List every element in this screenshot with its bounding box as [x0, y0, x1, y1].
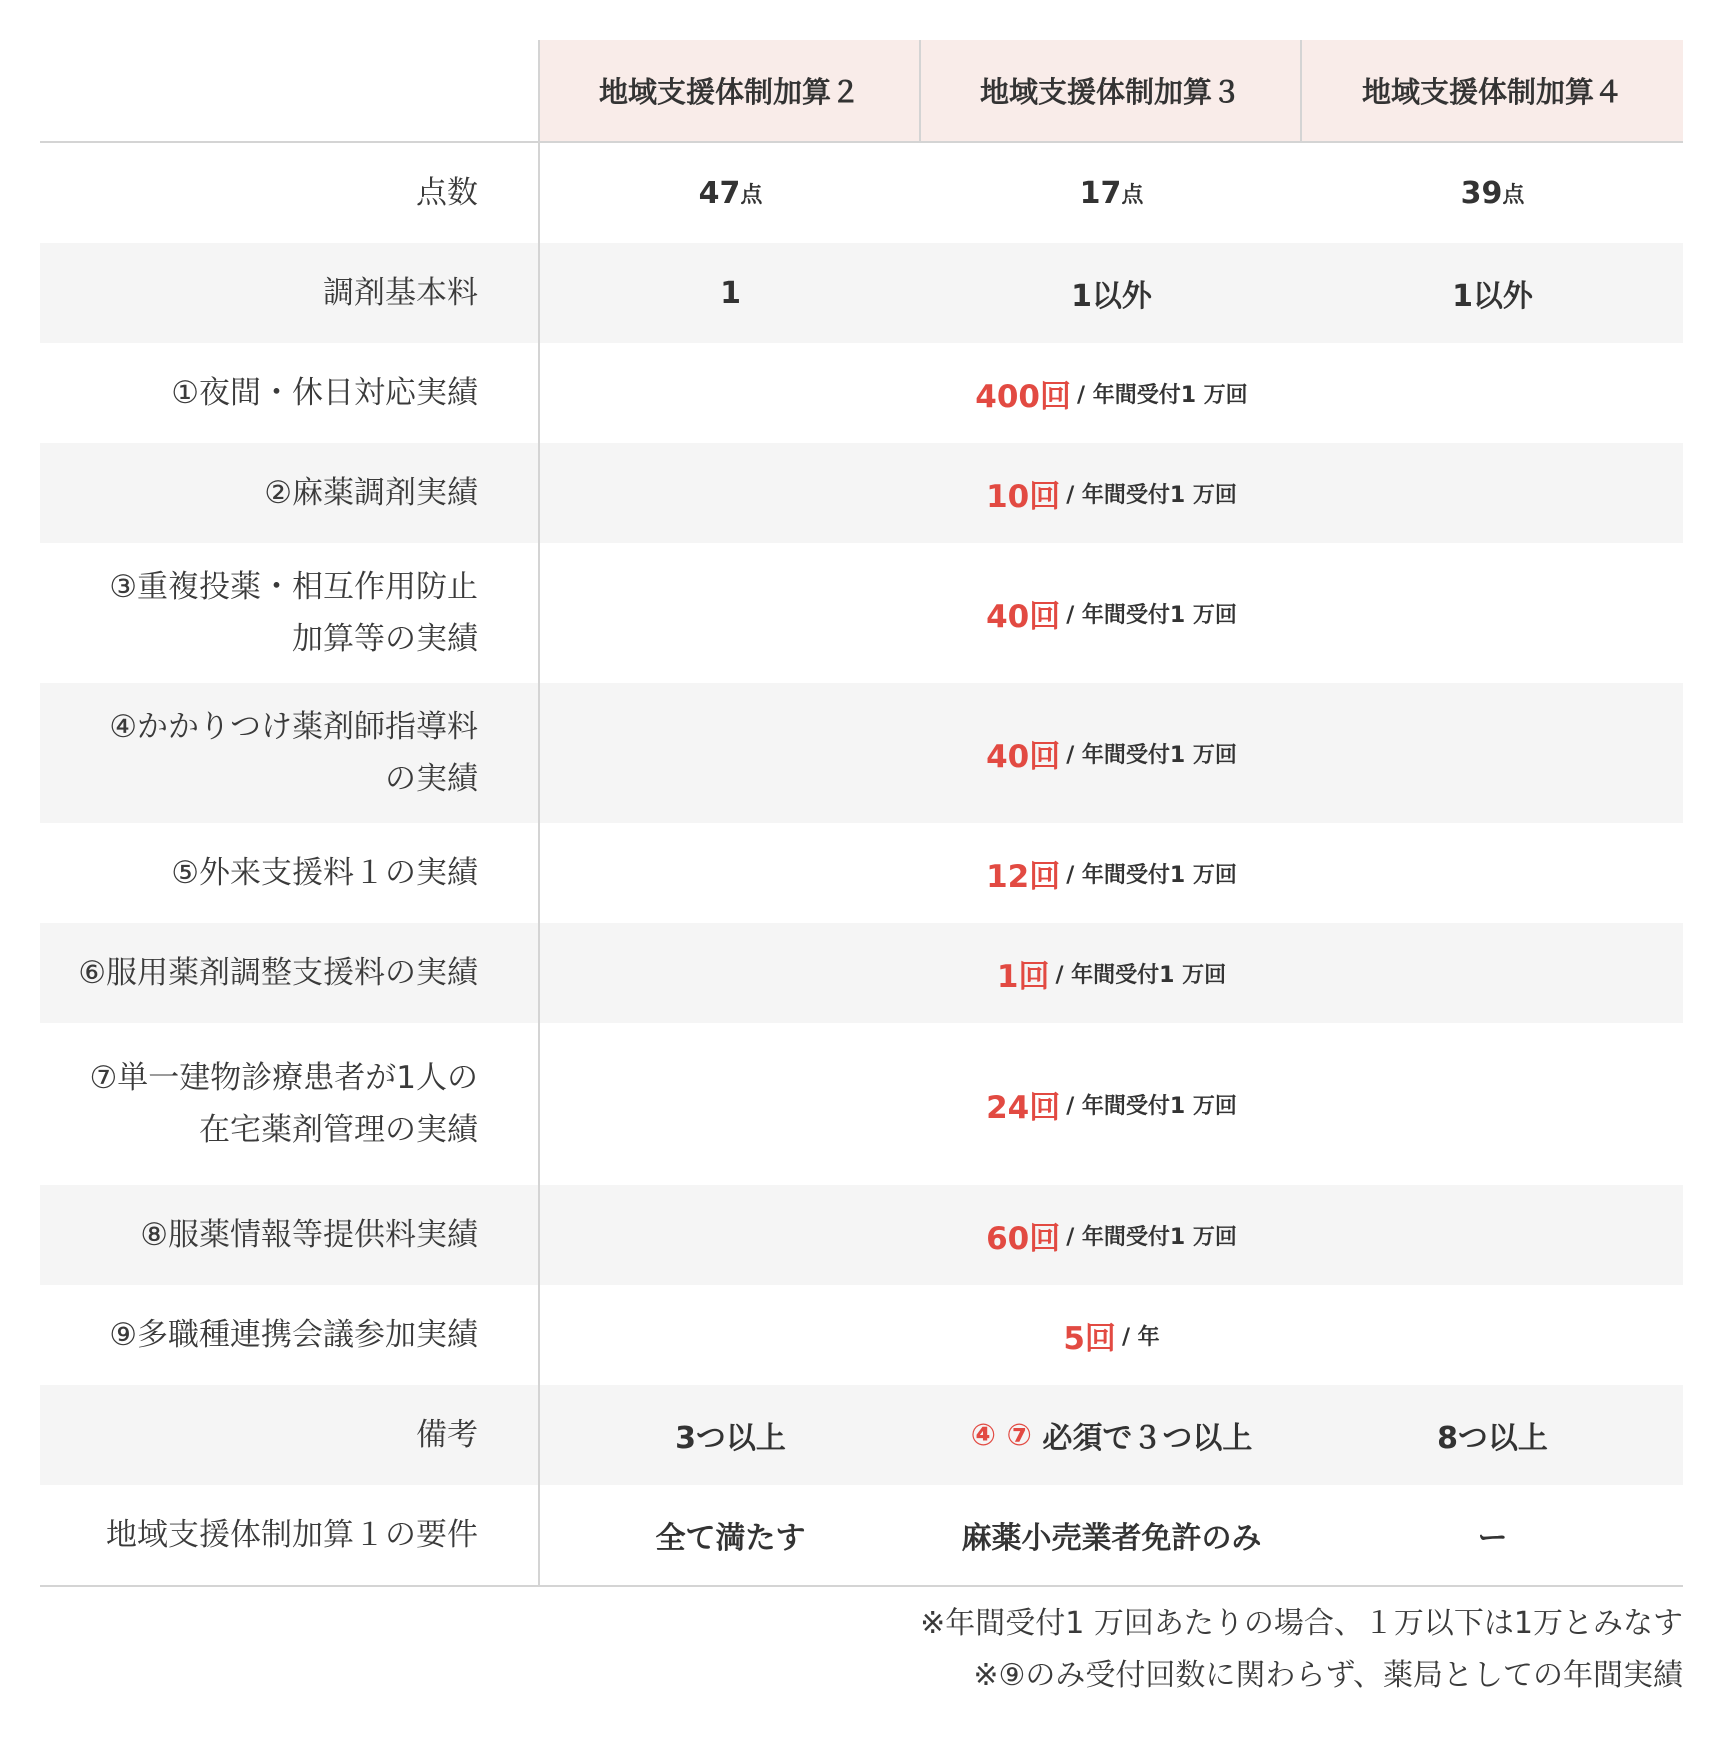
footnotes — [920, 1598, 1683, 1702]
table-row-5 — [40, 823, 1683, 923]
table-row-4 — [40, 683, 1683, 823]
requirement-value: 40回 / 年間受付1 万回 — [986, 738, 1237, 775]
points-col-2: 47 点 — [698, 175, 763, 211]
table-row-requirements — [40, 1485, 1683, 1587]
table-row-9 — [40, 1285, 1683, 1385]
table-header — [40, 40, 1683, 143]
req-col-2: 全て満たす — [655, 1521, 806, 1556]
row-label: 調剤基本料 — [40, 243, 540, 343]
table-row-base-fee — [40, 243, 1683, 343]
points-col-3: 17 点 — [1079, 175, 1144, 211]
table-row-3 — [40, 543, 1683, 683]
table-row-8 — [40, 1185, 1683, 1285]
row-label: ①夜間・休日対応実績 — [40, 343, 540, 443]
header-empty-cell — [40, 40, 540, 141]
requirement-value: 24回 / 年間受付1 万回 — [986, 1089, 1237, 1126]
requirement-value: 60回 / 年間受付1 万回 — [986, 1220, 1237, 1257]
base-fee-col-3: 1以外 — [1071, 279, 1152, 314]
header-col-3: 地域支援体制加算３ — [921, 40, 1302, 141]
remarks-col-2: 3つ以上 — [675, 1421, 786, 1456]
footnote: ※⑨のみ受付回数に関わらず、薬局としての年間実績 — [973, 1658, 1683, 1693]
req-col-4: ー — [1477, 1521, 1508, 1556]
remarks-col-3: ④ ⑦ 必須で３つ以上 — [970, 1417, 1253, 1456]
points-col-4: 39 点 — [1460, 175, 1525, 211]
requirement-value: 1回 / 年間受付1 万回 — [996, 958, 1227, 995]
requirement-value: 5回 / 年 — [1063, 1320, 1160, 1357]
base-fee-col-4: 1以外 — [1452, 279, 1533, 314]
row-label: ③重複投薬・相互作用防止 加算等の実績 — [40, 543, 540, 683]
row-label: ⑤外来支援料１の実績 — [40, 823, 540, 923]
remarks-col-4: 8つ以上 — [1437, 1421, 1548, 1456]
row-label: ④かかりつけ薬剤師指導料 の実績 — [40, 683, 540, 823]
row-label: ⑦単一建物診療患者が1人の 在宅薬剤管理の実績 — [40, 1023, 540, 1185]
requirement-value: 10回 / 年間受付1 万回 — [986, 478, 1237, 515]
req-col-3: 麻薬小売業者免許のみ — [961, 1521, 1262, 1556]
requirement-value: 12回 / 年間受付1 万回 — [986, 858, 1237, 895]
row-label: 点数 — [40, 143, 540, 243]
row-label: 備考 — [40, 1385, 540, 1485]
requirement-value: 400回 / 年間受付1 万回 — [975, 378, 1248, 415]
table-row-points — [40, 143, 1683, 243]
header-col-4: 地域支援体制加算４ — [1302, 40, 1683, 141]
row-label: ⑨多職種連携会議参加実績 — [40, 1285, 540, 1385]
table-row-6 — [40, 923, 1683, 1023]
row-label: ⑥服用薬剤調整支援料の実績 — [40, 923, 540, 1023]
base-fee-col-2: 1 — [720, 275, 741, 311]
requirement-value: 40回 / 年間受付1 万回 — [986, 598, 1237, 635]
row-label: ⑧服薬情報等提供料実績 — [40, 1185, 540, 1285]
row-label: ②麻薬調剤実績 — [40, 443, 540, 543]
row-label: 地域支援体制加算１の要件 — [40, 1485, 540, 1585]
requirements-table — [40, 40, 1683, 1587]
table-row-2 — [40, 443, 1683, 543]
table-row-7 — [40, 1023, 1683, 1185]
footnote: ※年間受付1 万回あたりの場合、１万以下は1万とみなす — [920, 1606, 1683, 1641]
header-col-2: 地域支援体制加算２ — [540, 40, 921, 141]
table-row-remarks — [40, 1385, 1683, 1485]
table-row-1 — [40, 343, 1683, 443]
